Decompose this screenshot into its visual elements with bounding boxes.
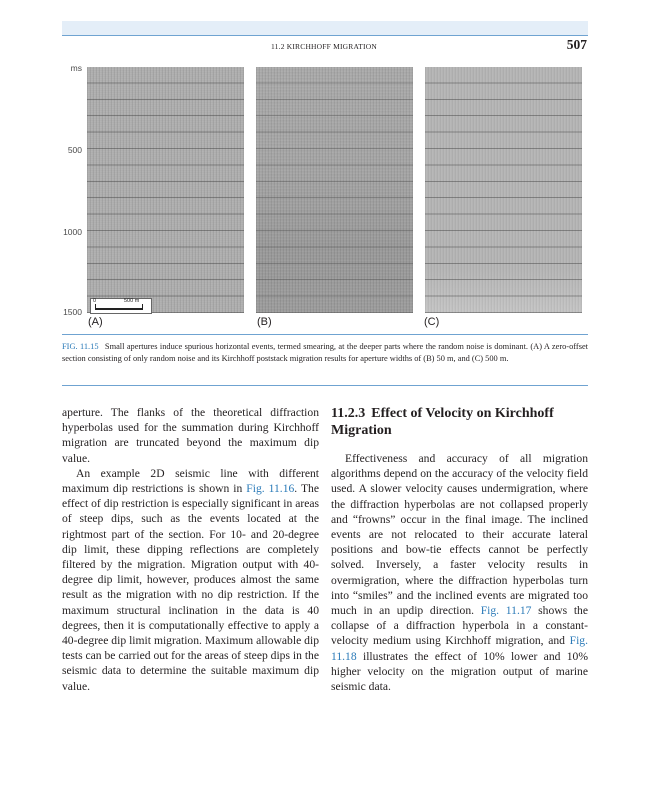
scale-bar-tick [95, 304, 96, 310]
y-axis-unit: ms [70, 63, 82, 73]
panel-label-a: (A) [88, 316, 103, 328]
caption-bottom-rule [62, 385, 588, 386]
figure-link-11-16[interactable]: Fig. 11.16 [246, 482, 295, 496]
scale-bar-zero: 0 [93, 298, 97, 304]
scale-bar [90, 298, 152, 314]
seismic-panel-c [425, 67, 582, 313]
caption-text: Small apertures induce spurious horizontal events, termed smearing, at the deeper parts where the random noise is dominant. (A) A zero-offset section consisting of only random noise and its Kirchhoff poststack migration results for aperture widths of (B) 50 m, and (C) 500 m. [62, 342, 589, 363]
page-number: 507 [566, 37, 587, 52]
figure-link-11-18[interactable]: Fig. 11.18 [331, 634, 588, 663]
left-paragraph-2-end: . The effect of dip restriction is especially significant in areas of steep dips, such as the events located at the rightmost part of the section. For 10- and 20-degree dip limit, these dipping reflections are completely filtered by the migration. Migration output with 40-degree dip limit, however, produces almost the same result as the migration with no dip restriction. If the maximum structural inclination in the data is 40 degrees, then it is computationally effective to apply a 40-degree dip limit migration. Maximum allowable dip tests can be carried out for the areas of steep dips in the seismic data to determine the suitable maximum dip value. [62, 482, 319, 693]
figure-link-11-17[interactable]: Fig. 11.17 [480, 604, 532, 618]
caption-top-rule [62, 334, 588, 335]
figure-caption [62, 341, 588, 364]
seismic-panel-a [87, 67, 244, 313]
right-paragraph-1-start: Effectiveness and accuracy of all migration algorithms depend on the accuracy of the velocity field used. A slower velocity causes undermigration, where the diffraction hyperbolas are not collapsed properly and “frowns” occur in the final image. The inclined events are not relocated to their accurate lateral positions and bow-tie effects cannot be perfectly solved. Inversely, a faster velocity results in overmigration, where the diffraction hyperbolas turn into “smiles” and the inclined events are migrated too much in an updip direction. [331, 452, 588, 618]
right-paragraph-1-mid: shows the collapse of a diffraction hyperbola in a constant-velocity medium using Kirchhoff migration, and [331, 604, 588, 648]
panel-label-c: (C) [424, 316, 440, 328]
section-number: 11.2.3 [331, 406, 366, 421]
left-paragraph-2-start: An example 2D seismic line with different maximum dip restrictions is shown in [62, 466, 319, 496]
right-paragraph-1 [331, 451, 588, 694]
left-column [62, 405, 319, 694]
section-title: Effect of Velocity on Kirchhoff Migration [331, 406, 554, 438]
left-paragraph-1: aperture. The flanks of the theoretical diffraction hyperbolas used for the summation during Kirchhoff migration are truncated beyond the maximum dip value. [62, 406, 319, 465]
left-paragraph-2 [62, 466, 319, 694]
figure-11-15 [0, 0, 648, 340]
right-paragraph-1-end: illustrates the effect of 10% lower and 10% higher velocity on the migration output of marine seismic data. [331, 649, 588, 694]
panel-label-b: (B) [257, 316, 272, 328]
y-tick-1000: 1000 [63, 227, 82, 237]
seismic-panel-b [256, 67, 413, 313]
scale-bar-tick [142, 304, 143, 310]
right-column [331, 405, 588, 694]
scale-bar-line [95, 308, 143, 310]
y-tick-500: 500 [67, 145, 82, 155]
running-head: 11.2 KIRCHHOFF MIGRATION [271, 42, 377, 51]
scale-bar-length: 500 m [124, 298, 140, 304]
caption-figure-label: FIG. 11.15 [62, 342, 99, 351]
y-tick-1500: 1500 [63, 307, 82, 317]
section-heading [331, 405, 588, 439]
